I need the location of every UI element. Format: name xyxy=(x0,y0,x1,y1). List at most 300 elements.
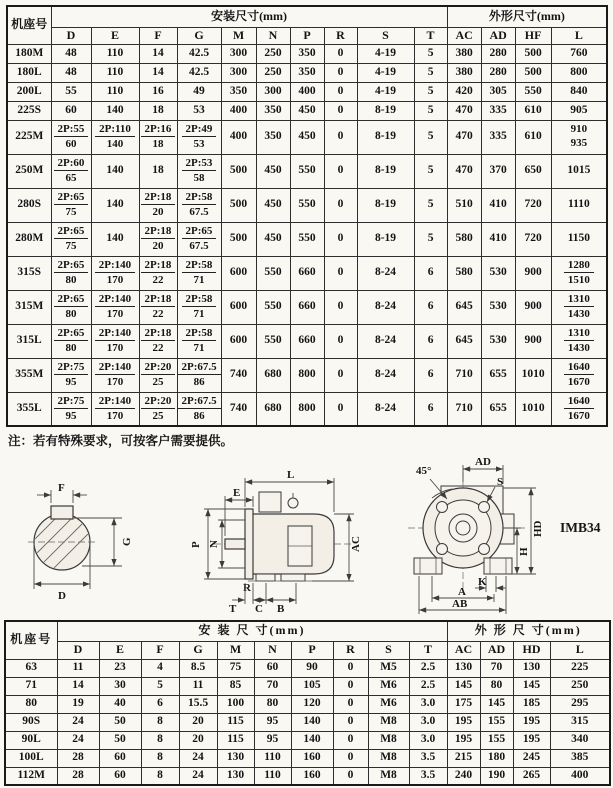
dim-cell: M8 xyxy=(368,713,409,731)
dim-cell: 335 xyxy=(481,120,515,154)
dim-cell: 40 xyxy=(99,695,141,713)
dim-cell: 140 xyxy=(291,713,333,731)
dim-cell xyxy=(139,256,177,290)
frame-cell: 315M xyxy=(7,290,51,324)
dim-cell xyxy=(139,222,177,256)
dim-cell: 410 xyxy=(481,188,515,222)
frame-col-header: 机座号 xyxy=(5,621,57,659)
dim-cell: 60 xyxy=(51,101,91,120)
dim-cell: 110 xyxy=(91,44,139,63)
dim-cell: 380 xyxy=(447,63,481,82)
dim-cell: 740 xyxy=(221,392,256,426)
col-header-d: D xyxy=(57,641,99,659)
col-header-ac: AC xyxy=(447,27,481,44)
dim-cell: 295 xyxy=(550,695,610,713)
frame-cell: 225S xyxy=(7,101,51,120)
stacked-value: $\frac{2P:20}{25}$ xyxy=(141,361,176,388)
dim-label-angle: 45° xyxy=(416,465,432,477)
dim-cell: 4-19 xyxy=(357,82,414,101)
table-row xyxy=(5,731,610,749)
dim-label-ac: AC xyxy=(350,536,362,552)
dim-cell: 530 xyxy=(481,324,515,358)
dim-cell xyxy=(139,358,177,392)
dim-label-d: D xyxy=(58,590,66,602)
dim-cell: M5 xyxy=(368,659,409,677)
dim-cell: 110 xyxy=(254,767,291,785)
dim-cell: 380 xyxy=(447,44,481,63)
frame-cell: 200L xyxy=(7,82,51,101)
dim-cell: 900 xyxy=(515,256,551,290)
dim-cell: 24 xyxy=(57,731,99,749)
dim-label-n: N xyxy=(208,540,220,548)
frame-cell: 63 xyxy=(5,659,57,677)
dim-cell xyxy=(91,392,139,426)
stacked-value: $\frac{2P:65}{67.5}$ xyxy=(182,225,217,252)
dim-cell: 110 xyxy=(91,82,139,101)
dim-cell: 470 xyxy=(447,120,481,154)
frame-col-header: 机座号 xyxy=(7,6,51,44)
dim-cell: 335 xyxy=(481,101,515,120)
dim-cell: 23 xyxy=(99,659,141,677)
dim-cell: 240 xyxy=(447,767,480,785)
dim-cell: 185 xyxy=(513,695,550,713)
dim-cell: 280 xyxy=(481,63,515,82)
dim-cell: 680 xyxy=(256,358,290,392)
dim-cell: 1015 xyxy=(551,154,607,188)
dim-cell: 8-24 xyxy=(357,290,414,324)
dim-cell: 140 xyxy=(91,188,139,222)
dim-cell: 550 xyxy=(256,256,290,290)
dim-cell: 3.5 xyxy=(409,767,447,785)
dim-cell: 14 xyxy=(57,677,99,695)
dim-cell: 760 xyxy=(551,44,607,63)
dim-cell xyxy=(91,324,139,358)
col-header-hd: HD xyxy=(513,641,550,659)
frame-cell: 112M xyxy=(5,767,57,785)
dim-cell: 42.5 xyxy=(177,44,221,63)
dim-cell: 600 xyxy=(221,256,256,290)
dim-cell: 4-19 xyxy=(357,44,414,63)
col-header-p: P xyxy=(290,27,324,44)
dim-cell: 300 xyxy=(256,82,290,101)
frame-cell: 315S xyxy=(7,256,51,290)
dim-cell: 28 xyxy=(57,749,99,767)
col-header-ad: AD xyxy=(480,641,513,659)
dim-cell: 300 xyxy=(221,44,256,63)
col-header-e: E xyxy=(91,27,139,44)
dim-cell: 0 xyxy=(324,324,357,358)
col-header-s: S xyxy=(368,641,409,659)
dim-cell xyxy=(177,358,221,392)
dim-label-h: H xyxy=(518,547,530,556)
dim-cell xyxy=(51,188,91,222)
dim-cell: 195 xyxy=(513,731,550,749)
stacked-value: $\frac{2P:53}{58}$ xyxy=(182,157,217,184)
dim-cell: 410 xyxy=(481,222,515,256)
dim-cell: 195 xyxy=(447,713,480,731)
dim-cell xyxy=(551,324,607,358)
dim-cell: 6 xyxy=(141,695,179,713)
table-row xyxy=(7,188,607,222)
dim-cell: 550 xyxy=(515,82,551,101)
dim-cell: 24 xyxy=(179,749,217,767)
dim-cell: 680 xyxy=(256,392,290,426)
stacked-value: $\frac{2P:140}{170}$ xyxy=(95,293,135,320)
dim-cell: 6 xyxy=(414,324,447,358)
dim-cell: 105 xyxy=(291,677,333,695)
col-header-r: R xyxy=(324,27,357,44)
dim-cell: 400 xyxy=(221,101,256,120)
dim-cell: 400 xyxy=(290,82,324,101)
install-dims-group-header: 安 装 尺 寸(mm) xyxy=(57,621,447,641)
table-row xyxy=(5,695,610,713)
col-header-hf: HF xyxy=(515,27,551,44)
dim-cell: 5 xyxy=(414,120,447,154)
dim-cell: 15.5 xyxy=(179,695,217,713)
table-row xyxy=(7,154,607,188)
table-row xyxy=(7,63,607,82)
small-frame-dimensions-table xyxy=(4,620,611,786)
dim-label-s: S xyxy=(497,476,504,488)
dim-cell: 305 xyxy=(481,82,515,101)
dim-cell: 155 xyxy=(480,713,513,731)
dim-cell: 70 xyxy=(254,677,291,695)
dim-cell: 905 xyxy=(551,101,607,120)
dim-cell: 645 xyxy=(447,324,481,358)
dim-cell: 195 xyxy=(513,713,550,731)
stacked-value: $\frac{2P:67.5}{86}$ xyxy=(178,395,221,422)
dim-cell: 155 xyxy=(480,731,513,749)
dim-cell: 600 xyxy=(221,290,256,324)
dim-cell: 8.5 xyxy=(179,659,217,677)
stacked-value: $\frac{2P:20}{25}$ xyxy=(141,395,176,422)
dim-cell: 800 xyxy=(551,63,607,82)
dim-cell: 550 xyxy=(290,222,324,256)
col-header-f: F xyxy=(139,27,177,44)
dim-cell: 140 xyxy=(91,222,139,256)
dim-cell xyxy=(551,290,607,324)
stacked-value: $\frac{2P:60}{65}$ xyxy=(54,157,89,184)
dim-cell: 20 xyxy=(179,731,217,749)
dim-cell: 530 xyxy=(481,256,515,290)
dim-cell xyxy=(51,290,91,324)
dim-cell: 300 xyxy=(221,63,256,82)
table-row xyxy=(5,749,610,767)
dim-cell: 500 xyxy=(515,63,551,82)
dim-cell xyxy=(51,358,91,392)
table-row xyxy=(7,324,607,358)
stacked-value: $\frac{2P:140}{170}$ xyxy=(95,259,135,286)
mounting-code-label: IMB34 xyxy=(560,520,601,535)
dim-cell: 8-19 xyxy=(357,222,414,256)
table-row xyxy=(5,713,610,731)
dim-cell: 11 xyxy=(179,677,217,695)
dim-cell: 3.0 xyxy=(409,713,447,731)
dim-cell: 50 xyxy=(99,731,141,749)
dim-cell xyxy=(551,120,607,154)
dim-cell: 0 xyxy=(324,44,357,63)
dim-cell: 550 xyxy=(290,154,324,188)
col-header-ad: AD xyxy=(481,27,515,44)
dim-cell: 800 xyxy=(290,358,324,392)
dim-cell: 5 xyxy=(414,154,447,188)
dim-cell: 180 xyxy=(480,749,513,767)
col-header-m: M xyxy=(221,27,256,44)
dim-cell: 5 xyxy=(414,63,447,82)
dim-cell: 110 xyxy=(91,63,139,82)
stacked-value: $\frac{2P:140}{170}$ xyxy=(95,361,135,388)
dim-cell: 30 xyxy=(99,677,141,695)
dim-cell: 145 xyxy=(480,695,513,713)
dim-cell: 14 xyxy=(139,44,177,63)
dim-cell: 3.0 xyxy=(409,695,447,713)
dim-cell: 140 xyxy=(91,154,139,188)
dim-cell xyxy=(51,256,91,290)
dim-cell: 115 xyxy=(217,731,254,749)
stacked-value: $\frac{2P:110}{140}$ xyxy=(95,123,135,150)
col-header-r: R xyxy=(333,641,368,659)
dim-cell: 20 xyxy=(179,713,217,731)
dim-cell: 710 xyxy=(447,392,481,426)
dim-cell: 900 xyxy=(515,290,551,324)
dim-cell: 140 xyxy=(291,731,333,749)
frame-cell: 280S xyxy=(7,188,51,222)
frame-cell: 180M xyxy=(7,44,51,63)
dim-cell xyxy=(177,188,221,222)
stacked-value: $\frac{2P:65}{80}$ xyxy=(54,293,89,320)
dim-label-hd: HD xyxy=(532,520,544,537)
dim-cell xyxy=(177,392,221,426)
dim-cell: 470 xyxy=(447,101,481,120)
stacked-value: $\frac{2P:67.5}{86}$ xyxy=(178,361,221,388)
dim-cell: 710 xyxy=(447,358,481,392)
dim-cell: 70 xyxy=(480,659,513,677)
dim-cell: 160 xyxy=(291,767,333,785)
dim-cell: 48 xyxy=(51,63,91,82)
dim-cell: 8-24 xyxy=(357,256,414,290)
dim-cell: 660 xyxy=(290,256,324,290)
dim-cell: 655 xyxy=(481,358,515,392)
dim-cell: 190 xyxy=(480,767,513,785)
dim-cell: 14 xyxy=(139,63,177,82)
dim-cell: 42.5 xyxy=(177,63,221,82)
dim-cell: 60 xyxy=(99,749,141,767)
frame-cell: 355M xyxy=(7,358,51,392)
dim-cell: 6 xyxy=(414,256,447,290)
dim-cell xyxy=(177,324,221,358)
dim-cell: 350 xyxy=(256,120,290,154)
dim-label-c: C xyxy=(255,603,263,615)
col-header-n: N xyxy=(254,641,291,659)
stacked-value: $\frac{2P:58}{71}$ xyxy=(182,327,217,354)
dim-cell: 645 xyxy=(447,290,481,324)
dim-cell: 8-19 xyxy=(357,154,414,188)
dim-cell: 400 xyxy=(221,120,256,154)
stacked-value: $\frac{2P:75}{95}$ xyxy=(54,395,89,422)
dim-cell: 3.0 xyxy=(409,731,447,749)
dim-cell: 400 xyxy=(550,767,610,785)
dim-cell: 800 xyxy=(290,392,324,426)
dim-cell: 75 xyxy=(217,659,254,677)
frame-cell: 71 xyxy=(5,677,57,695)
dim-cell: 0 xyxy=(324,63,357,82)
stacked-value: $\frac{2P:65}{80}$ xyxy=(54,327,89,354)
dim-cell: 4-19 xyxy=(357,63,414,82)
col-header-ac: AC xyxy=(447,641,480,659)
frame-cell: 80 xyxy=(5,695,57,713)
dim-cell: 0 xyxy=(333,767,368,785)
dim-cell: 500 xyxy=(221,222,256,256)
dim-cell: 600 xyxy=(221,324,256,358)
dim-cell: 510 xyxy=(447,188,481,222)
stacked-value: $\frac{2P:65}{75}$ xyxy=(54,191,89,218)
dim-cell: 11 xyxy=(57,659,99,677)
dim-cell: 550 xyxy=(256,324,290,358)
dim-cell: 3.5 xyxy=(409,749,447,767)
dim-cell: M6 xyxy=(368,695,409,713)
dim-cell: 28 xyxy=(57,767,99,785)
motor-side-view-drawing xyxy=(190,469,362,615)
stacked-value: $\frac{2P:140}{170}$ xyxy=(95,327,135,354)
stacked-value: $\frac{2P:58}{71}$ xyxy=(182,259,217,286)
dim-cell: 24 xyxy=(179,767,217,785)
dim-cell: 0 xyxy=(324,101,357,120)
dim-cell: 265 xyxy=(513,767,550,785)
dim-cell: 80 xyxy=(254,695,291,713)
dim-cell: M6 xyxy=(368,677,409,695)
dim-cell: 0 xyxy=(324,222,357,256)
dim-cell: 250 xyxy=(256,44,290,63)
table-row xyxy=(7,222,607,256)
dim-cell: 8 xyxy=(141,713,179,731)
dim-cell: 740 xyxy=(221,358,256,392)
dim-cell: 8 xyxy=(141,731,179,749)
dim-cell: 245 xyxy=(513,749,550,767)
frame-cell: 100L xyxy=(5,749,57,767)
dim-cell: 840 xyxy=(551,82,607,101)
dim-cell xyxy=(51,392,91,426)
col-header-t: T xyxy=(409,641,447,659)
dim-cell: 720 xyxy=(515,222,551,256)
dim-cell xyxy=(139,324,177,358)
dim-cell: 0 xyxy=(324,290,357,324)
dim-cell: 215 xyxy=(447,749,480,767)
dim-cell: 1110 xyxy=(551,188,607,222)
dim-cell: 55 xyxy=(51,82,91,101)
dim-cell: 500 xyxy=(515,44,551,63)
table-row xyxy=(7,44,607,63)
frame-cell: 280M xyxy=(7,222,51,256)
frame-cell: 90L xyxy=(5,731,57,749)
dim-cell: 110 xyxy=(254,749,291,767)
dim-cell: 450 xyxy=(290,101,324,120)
dim-cell: 580 xyxy=(447,256,481,290)
dim-cell: 19 xyxy=(57,695,99,713)
col-header-t: T xyxy=(414,27,447,44)
outline-dims-group-header: 外形尺寸(mm) xyxy=(447,6,607,27)
dim-cell: 130 xyxy=(217,767,254,785)
col-header-f: F xyxy=(141,641,179,659)
stacked-value: $\frac{2P:18}{22}$ xyxy=(141,293,176,320)
dim-cell: 5 xyxy=(141,677,179,695)
dim-cell: 130 xyxy=(447,659,480,677)
stacked-value: $\frac{1640}{1670}$ xyxy=(564,395,594,422)
dim-cell xyxy=(91,358,139,392)
dim-label-e: E xyxy=(233,487,241,499)
stacked-value: $\frac{1640}{1670}$ xyxy=(564,361,594,388)
dim-label-b: B xyxy=(277,603,285,615)
dim-cell: 80 xyxy=(480,677,513,695)
dim-cell: 5 xyxy=(414,222,447,256)
dim-cell: M8 xyxy=(368,731,409,749)
dim-cell: 0 xyxy=(333,749,368,767)
dim-cell: 0 xyxy=(324,188,357,222)
dim-cell: 2.5 xyxy=(409,659,447,677)
dim-cell: 450 xyxy=(256,188,290,222)
frame-cell: 180L xyxy=(7,63,51,82)
dim-cell: 130 xyxy=(513,659,550,677)
dim-cell: 340 xyxy=(550,731,610,749)
dim-cell: 8 xyxy=(141,767,179,785)
dim-cell: 24 xyxy=(57,713,99,731)
dim-cell: 6 xyxy=(414,358,447,392)
stacked-value: 910 935 xyxy=(570,123,588,150)
table-row xyxy=(7,101,607,120)
dim-cell: 60 xyxy=(254,659,291,677)
dim-cell: 5 xyxy=(414,44,447,63)
dim-cell: 0 xyxy=(333,731,368,749)
dim-cell: 250 xyxy=(256,63,290,82)
stacked-value: $\frac{1310}{1430}$ xyxy=(564,327,594,354)
dim-cell: 8-24 xyxy=(357,392,414,426)
install-dims-group-header: 安装尺寸(mm) xyxy=(51,6,447,27)
dim-cell: 140 xyxy=(91,101,139,120)
dim-cell xyxy=(139,188,177,222)
motor-end-view-drawing xyxy=(408,456,544,614)
dim-cell: 450 xyxy=(256,222,290,256)
large-frame-dimensions-table xyxy=(6,5,608,427)
dim-label-t: T xyxy=(229,603,237,615)
dim-cell: 315 xyxy=(550,713,610,731)
dim-cell: 350 xyxy=(221,82,256,101)
table-row xyxy=(7,392,607,426)
dim-cell: 1150 xyxy=(551,222,607,256)
dim-cell: 8-24 xyxy=(357,324,414,358)
dim-cell: 655 xyxy=(481,392,515,426)
dim-label-f: F xyxy=(58,482,65,494)
stacked-value: $\frac{2P:55}{60}$ xyxy=(54,123,89,150)
col-header-l: L xyxy=(551,27,607,44)
dim-cell: 145 xyxy=(447,677,480,695)
dim-cell xyxy=(139,290,177,324)
dim-cell: 580 xyxy=(447,222,481,256)
col-header-l: L xyxy=(550,641,610,659)
note-text: 注：若有特殊要求，可按客户需要提供。 xyxy=(8,434,234,448)
dim-cell: 49 xyxy=(177,82,221,101)
dim-cell xyxy=(139,120,177,154)
dim-cell xyxy=(51,120,91,154)
dim-cell: 0 xyxy=(324,82,357,101)
dim-cell: 18 xyxy=(139,154,177,188)
dim-cell: 8-19 xyxy=(357,188,414,222)
dim-cell: 60 xyxy=(99,767,141,785)
table-row xyxy=(7,120,607,154)
dim-cell xyxy=(551,256,607,290)
dim-cell: 1010 xyxy=(515,358,551,392)
dim-cell: 115 xyxy=(217,713,254,731)
dim-label-ad: AD xyxy=(475,456,491,468)
dim-cell xyxy=(51,222,91,256)
